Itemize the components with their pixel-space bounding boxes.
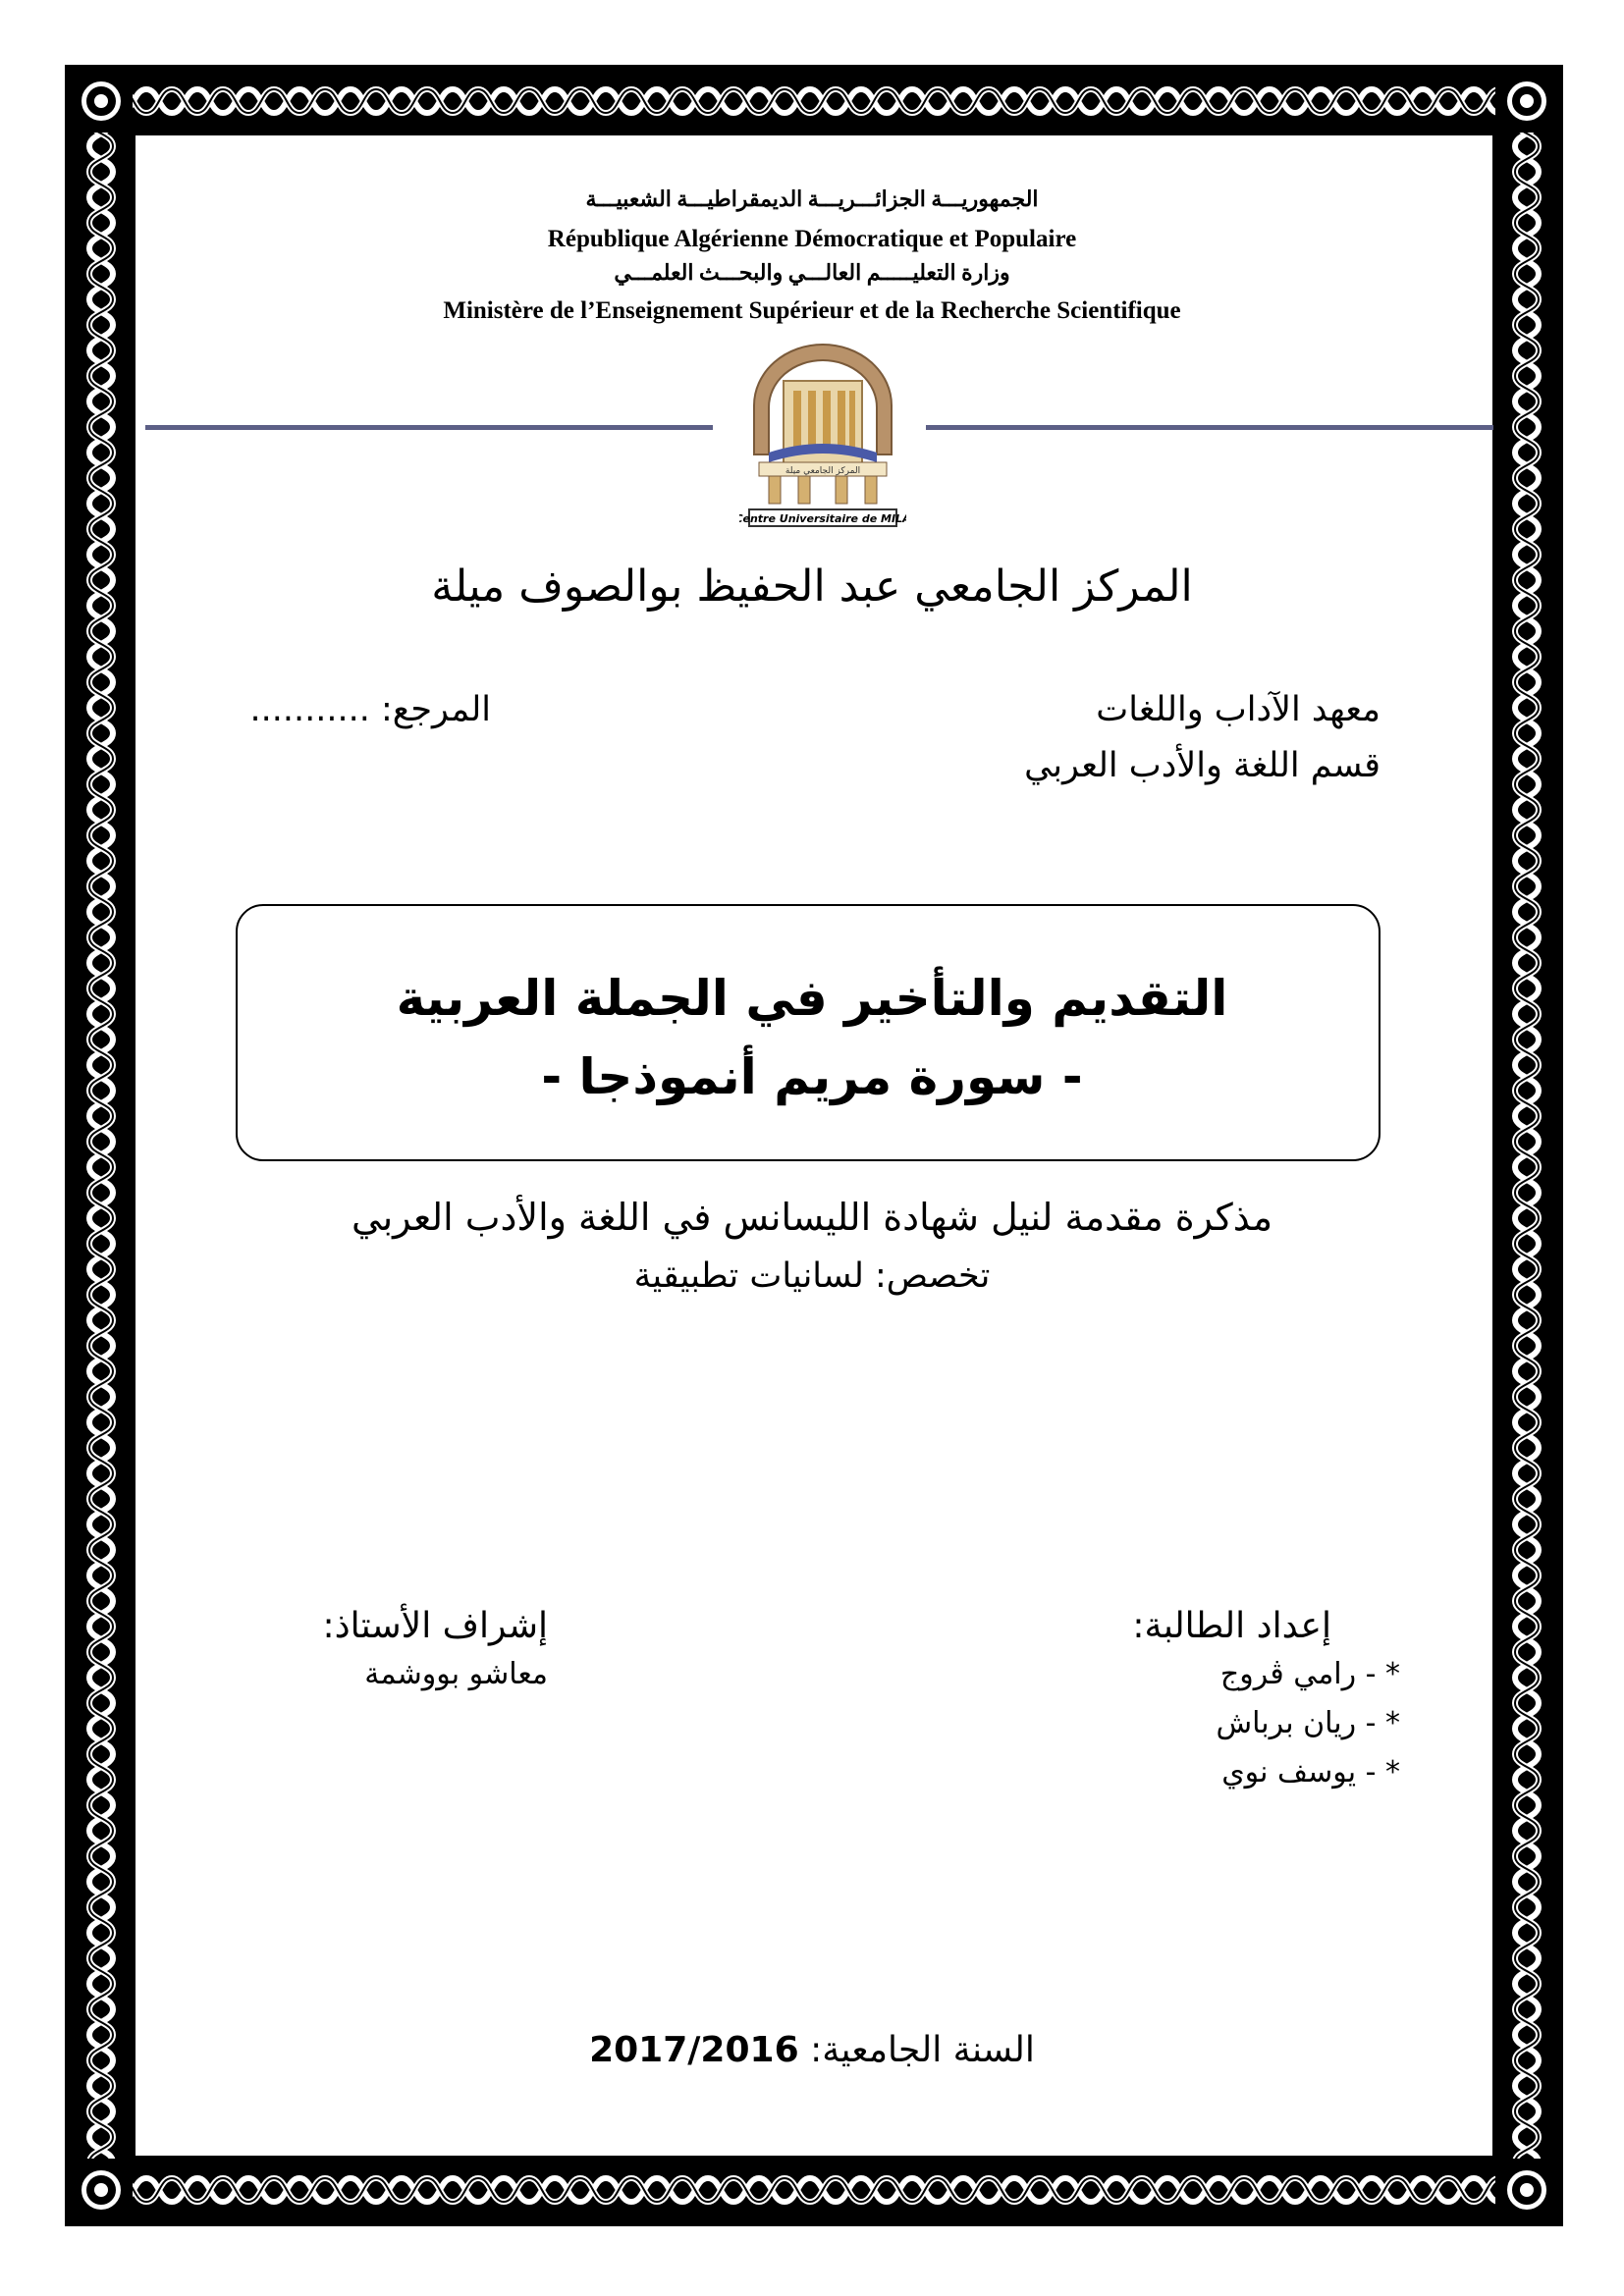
academic-year-value: 2017/2016	[589, 2030, 799, 2070]
border-band-bottom	[70, 2159, 1558, 2221]
thesis-subtitle: - سورة مريم أنموذجا -	[541, 1048, 1083, 1105]
thesis-description: مذكرة مقدمة لنيل شهادة الليسانس في اللغة والأدب العربي	[351, 1196, 1273, 1239]
ministry-name-french: Ministère de l’Enseignement Supérieur et de la Recherche Scientifique	[443, 297, 1181, 324]
student-name-1: * - رامي ڤروج	[1219, 1657, 1400, 1691]
thesis-title: التقديم والتأخير في الجملة العربية	[396, 970, 1228, 1027]
thesis-title-box	[236, 904, 1380, 1161]
university-center-name: المركز الجامعي عبد الحفيظ بوالصوف ميلة	[431, 561, 1193, 612]
border-band-top	[70, 70, 1558, 133]
academic-year-label: السنة الجامعية:	[810, 2030, 1035, 2070]
supervisor-name: معاشو بووشمة	[364, 1657, 548, 1691]
corner-ornament-bottom-right	[1495, 2159, 1558, 2221]
twisted-rope-pattern-bottom	[70, 2159, 1558, 2221]
republic-name-arabic: الجمهوريـــة الجزائـــريـــة الديمقراطيـــة الشعبيـــة	[585, 187, 1039, 211]
logo-caption: Centre Universitaire de MILA	[739, 512, 906, 525]
header-rule-right	[926, 425, 1493, 430]
border-band-right	[1495, 70, 1558, 2221]
academic-year	[491, 2030, 1133, 2070]
twisted-rope-pattern-right	[1495, 70, 1558, 2221]
student-name-3: * - يوسف نوي	[1221, 1755, 1400, 1789]
university-logo-image	[739, 337, 906, 528]
university-logo	[739, 337, 906, 528]
twisted-rope-pattern-top	[70, 70, 1558, 133]
republic-name-french: République Algérienne Démocratique et Populaire	[547, 226, 1077, 252]
corner-ornament-bottom-left	[70, 2159, 133, 2221]
twisted-rope-pattern-left	[70, 70, 133, 2221]
logo-banner-text: المركز الجامعي ميلة	[785, 466, 861, 476]
corner-ornament-top-left	[70, 70, 133, 133]
students-label: إعداد الطالبة:	[1132, 1606, 1331, 1646]
ministry-name-arabic: وزارة التعليـــــم العالـــي والبحـــث العلمـــي	[614, 260, 1010, 285]
student-name-2: * - ريان برباش	[1216, 1706, 1400, 1740]
supervisor-label: إشراف الأستاذ:	[322, 1606, 548, 1646]
department-name: قسم اللغة والأدب العربي	[1024, 746, 1380, 785]
reference-number: المرجع: ...........	[249, 690, 491, 729]
thesis-specialty: تخصص: لسانيات تطبيقية	[633, 1256, 991, 1296]
header-rule-left	[145, 425, 713, 430]
institute-name: معهد الآداب واللغات	[1096, 690, 1380, 729]
corner-ornament-top-right	[1495, 70, 1558, 133]
border-band-left	[70, 70, 133, 2221]
